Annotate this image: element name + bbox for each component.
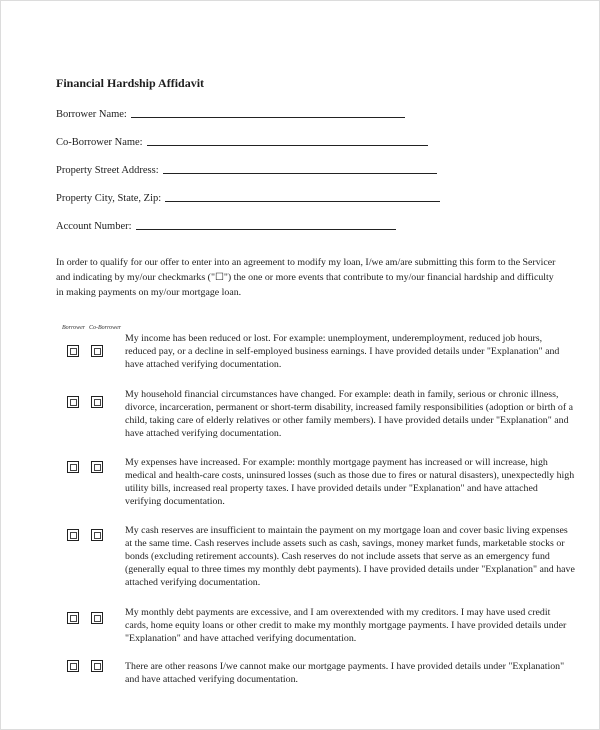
co-borrower-checkbox[interactable] (91, 529, 103, 541)
account-number-label: Account Number: (56, 221, 132, 232)
borrower-checkbox[interactable] (67, 396, 79, 408)
property-city-state-zip-input-line[interactable] (165, 201, 440, 202)
borrower-checkbox[interactable] (67, 612, 79, 624)
account-number-field[interactable] (56, 218, 396, 232)
co-borrower-name-field[interactable] (56, 134, 428, 148)
borrower-checkbox[interactable] (67, 345, 79, 357)
borrower-checkbox[interactable] (67, 461, 79, 473)
hardship-text: My expenses have increased. For example: monthly mortgage payment has increased or will increase, high medical and health-care costs, uninsured losses (such as those due to fires or natural disasters), unexpectedly high utility bills, increased real property taxes. I have provided details under "Explanation" and have attached verifying documentation. (125, 457, 575, 507)
co-borrower-column-header: Co-Borrower (89, 325, 122, 331)
hardship-text: There are other reasons I/we cannot make our mortgage payments. I have provided details under "Explanation" and have attached verifying documentation. (125, 661, 565, 685)
property-city-state-zip-field[interactable] (56, 190, 440, 204)
hardship-text: My monthly debt payments are excessive, and I am overextended with my creditors. I may have used credit cards, home equity loans or other credit to make my monthly mortgage payments. I have provided details under "Explanation" and have attached verifying documentation. (125, 607, 567, 644)
co-borrower-name-label: Co-Borrower Name: (56, 137, 143, 148)
account-number-input-line[interactable] (136, 229, 396, 230)
borrower-name-input-line[interactable] (131, 117, 405, 118)
co-borrower-name-input-line[interactable] (147, 145, 428, 146)
co-borrower-checkbox[interactable] (91, 396, 103, 408)
co-borrower-checkbox[interactable] (91, 461, 103, 473)
borrower-name-label: Borrower Name: (56, 109, 127, 120)
hardship-text: My cash reserves are insufficient to maintain the payment on my mortgage loan and cover basic living expenses at the same time. Cash reserves include assets such as cash, savings, money market funds, marketable stocks or bonds (excluding retirement accounts). Cash reserves do not include assets that serve as an emergency fund (generally equal to three times my monthly debt payments). I have provided details under "Explanation" and have attached verifying documentation. (125, 525, 575, 588)
borrower-column-header: Borrower (62, 325, 86, 331)
borrower-name-field[interactable] (56, 106, 405, 120)
borrower-checkbox[interactable] (67, 660, 79, 672)
hardship-text: My income has been reduced or lost. For example: unemployment, underemployment, reduced job hours, reduced pay, or a decline in self-employed business earnings. I have provided details under "Explanation" and have attached verifying documentation. (125, 333, 560, 370)
co-borrower-checkbox[interactable] (91, 345, 103, 357)
hardship-text: My household financial circumstances have changed. For example: death in family, serious or chronic illness, divorce, incarceration, permanent or short-term disability, increased family responsibilities (adoption or birth of a child, taking care of elderly relatives or other family members). I have provided details under "Explanation" and have attached verifying documentation. (125, 389, 573, 439)
co-borrower-checkbox[interactable] (91, 612, 103, 624)
property-street-address-field[interactable] (56, 162, 437, 176)
property-city-state-zip-label: Property City, State, Zip: (56, 193, 162, 204)
property-street-address-label: Property Street Address: (56, 165, 159, 176)
intro-paragraph: In order to qualify for our offer to enter into an agreement to modify my loan, I/we am/are submitting this form to the Servicer and indicating by my/our checkmarks ("☐") the one or more events that contribute to my/our financial hardship and difficulty in making payments on my/our mortgage loan. (56, 257, 556, 298)
co-borrower-checkbox[interactable] (91, 660, 103, 672)
property-street-address-input-line[interactable] (163, 173, 437, 174)
document-title: Financial Hardship Affidavit (56, 76, 205, 90)
borrower-checkbox[interactable] (67, 529, 79, 541)
